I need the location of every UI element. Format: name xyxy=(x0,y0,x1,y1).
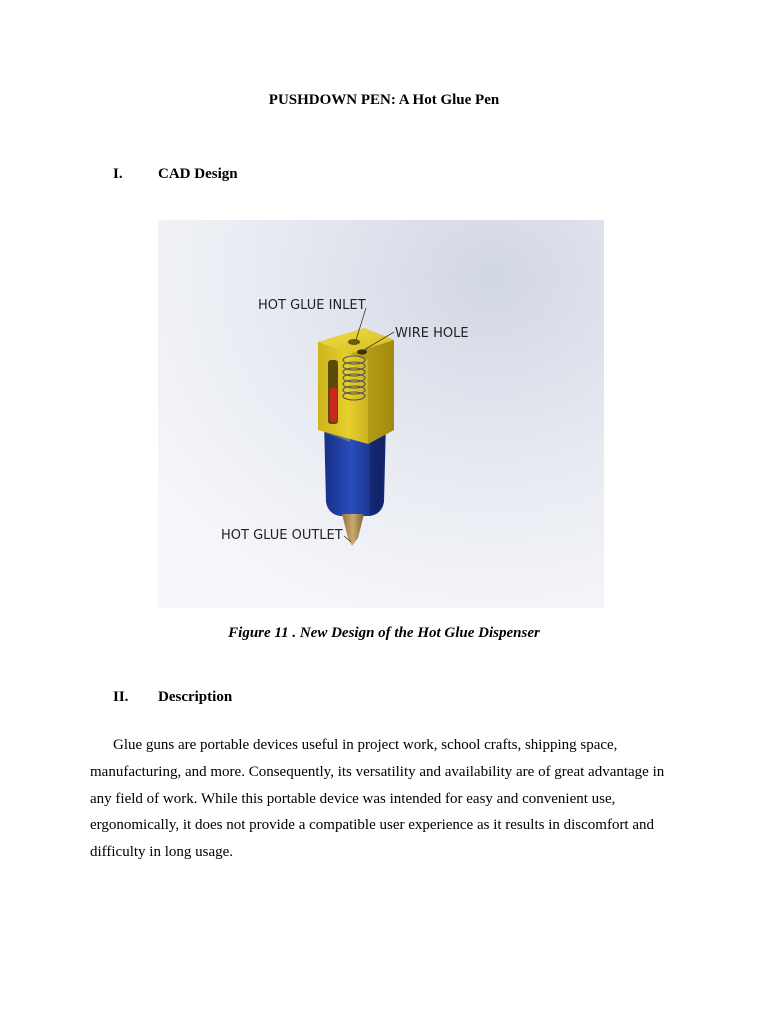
callout-inlet: HOT GLUE INLET xyxy=(258,298,366,313)
section-number: I. xyxy=(113,166,123,182)
cad-render xyxy=(158,220,604,608)
section-title: Description xyxy=(158,689,233,705)
section-title: CAD Design xyxy=(158,166,238,182)
section-heading-description xyxy=(113,689,413,709)
callout-wire-hole: WIRE HOLE xyxy=(395,326,469,341)
document-title: PUSHDOWN PEN: A Hot Glue Pen xyxy=(268,92,500,108)
red-window xyxy=(330,388,337,422)
section-heading-cad-design xyxy=(113,166,413,186)
cad-figure xyxy=(158,220,604,608)
description-paragraph: Glue guns are portable devices useful in project work, school crafts, shipping space, manufacturing, and more. Consequently, its versatility and availability are of great advantage in any field of work. While this portable device was intended for easy and convenient use, ergonomically, it does not provide a compatible user experience as it results in discomfort and difficulty in long usage. xyxy=(90,737,665,861)
section-number: II. xyxy=(113,689,129,705)
figure-caption: Figure 11 . New Design of the Hot Glue Dispenser xyxy=(228,625,540,641)
callout-outlet: HOT GLUE OUTLET xyxy=(221,528,343,543)
